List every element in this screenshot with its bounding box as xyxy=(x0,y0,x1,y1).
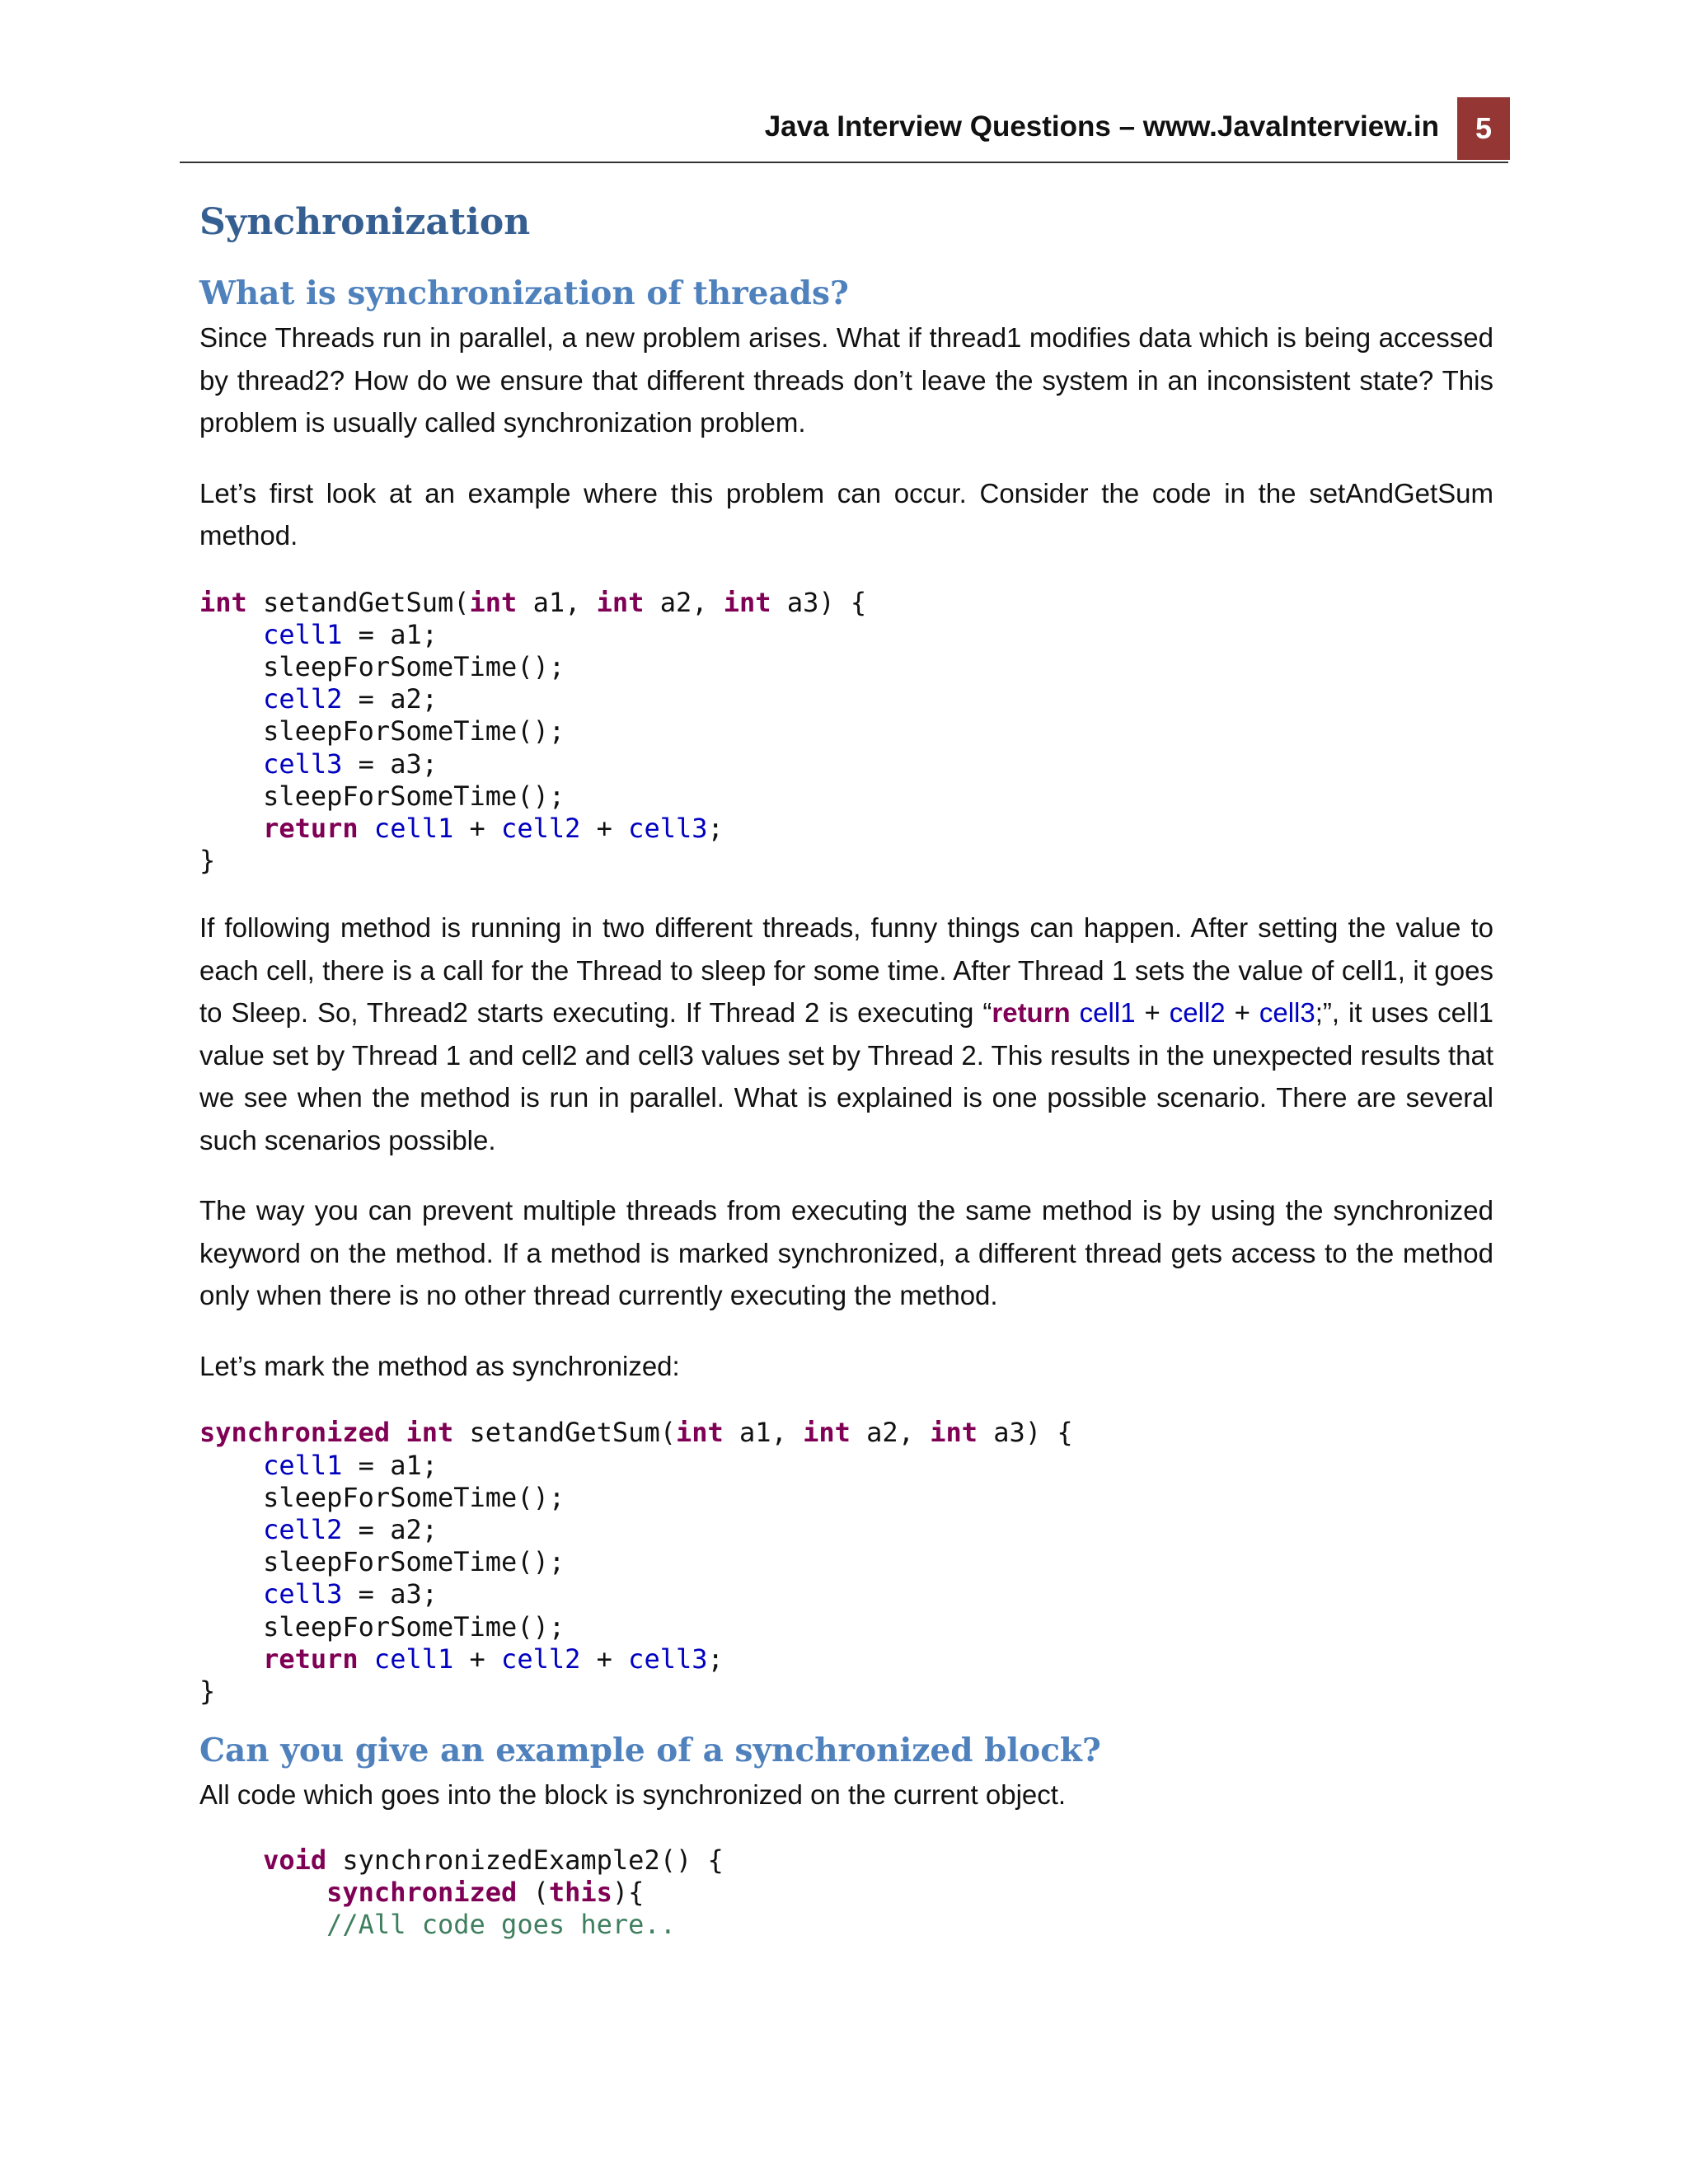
question-heading-1: What is synchronization of threads? xyxy=(199,274,849,312)
code-line: sleepForSomeTime(); xyxy=(263,780,565,812)
code-line: cell1 = a1; xyxy=(263,618,438,650)
question-heading-2: Can you give an example of a synchronized block? xyxy=(199,1732,1101,1770)
page-content xyxy=(199,194,1493,1941)
code-line: return cell1 + cell2 + cell3; xyxy=(263,812,724,844)
code-line: sleepForSomeTime(); xyxy=(263,1546,565,1578)
header-title: Java Interview Questions – www.JavaInterview.in xyxy=(764,110,1439,143)
code-line: sleepForSomeTime(); xyxy=(263,1481,565,1513)
code-line: synchronized (this){ xyxy=(326,1876,645,1908)
code-line: } xyxy=(199,1675,216,1707)
paragraph-5: Let’s mark the method as synchronized: xyxy=(199,1350,680,1381)
paragraph-2: Let’s first look at an example where this problem can occur. Consider the code in the setAndGetSum method. xyxy=(199,477,1493,551)
code-line: return cell1 + cell2 + cell3; xyxy=(263,1643,724,1675)
code-line: sleepForSomeTime(); xyxy=(263,650,565,682)
code-line: cell2 = a2; xyxy=(263,683,438,715)
paragraph-6: All code which goes into the block is synchronized on the current object. xyxy=(199,1779,1067,1811)
code-line: //All code goes here.. xyxy=(326,1909,676,1941)
code-block-2 xyxy=(199,1417,1493,1708)
section-title: Synchronization xyxy=(199,201,531,243)
code-line: } xyxy=(199,845,216,877)
code-line: sleepForSomeTime(); xyxy=(263,715,565,748)
code-line: cell2 = a2; xyxy=(263,1513,438,1545)
code-line: cell3 = a3; xyxy=(263,748,438,780)
page-header xyxy=(180,97,1508,163)
code-line: cell1 = a1; xyxy=(263,1449,438,1481)
code-block-1 xyxy=(199,587,1493,878)
paragraph-3: If following method is running in two different threads, funny things can happen. After setting the value to each cell, there is a call for the Thread to sleep for some time. After Thread 1 sets the value of cell1, it goes to Sleep. So, Thread2 starts executing. If Thread 2 is executing “return cell1 + cell2 + cell3;”, it uses cell1 value set by Thread 1 and cell2 and cell3 values set by Thread 2. This results in the unexpected results that we see when the method is run in parallel. What is explained is one possible scenario. There are several such scenarios possible. xyxy=(199,912,1494,1155)
code-block-3 xyxy=(199,1844,1493,1942)
code-line: cell3 = a3; xyxy=(263,1578,438,1610)
code-line: sleepForSomeTime(); xyxy=(263,1610,565,1643)
page-number-badge: 5 xyxy=(1457,97,1510,160)
code-line: int setandGetSum(int a1, int a2, int a3) { xyxy=(199,586,867,618)
paragraph-1: Since Threads run in parallel, a new problem arises. What if thread1 modifies data which is being accessed by thread2? How do we ensure that different threads don’t leave the system in an inconsistent state? This problem is usually called synchronization problem. xyxy=(199,322,1493,438)
code-line: void synchronizedExample2() { xyxy=(263,1844,724,1876)
paragraph-4: The way you can prevent multiple threads from executing the same method is by using the synchronized keyword on the method. If a method is marked synchronized, a different thread gets access to the method only when there is no other thread currently executing the method. xyxy=(199,1195,1493,1311)
code-line: synchronized int setandGetSum(int a1, int a2, int a3) { xyxy=(199,1417,1073,1449)
